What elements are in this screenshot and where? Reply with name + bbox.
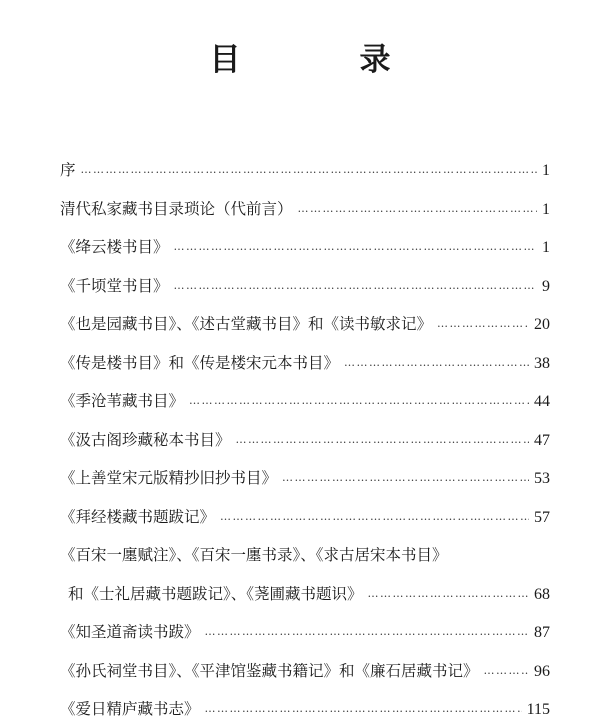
toc-entry-label: 《千顷堂书目》 xyxy=(60,276,169,295)
dot-leader xyxy=(174,273,537,299)
toc-entry-label: 《传是楼书目》和《传是楼宋元本书目》 xyxy=(60,353,340,372)
dot-leader xyxy=(174,234,537,260)
dot-leader xyxy=(344,350,529,376)
toc-entry-page: 9 xyxy=(542,277,550,295)
toc-entry-page: 115 xyxy=(526,701,550,718)
dot-leader xyxy=(298,196,537,222)
toc-entry-page: 96 xyxy=(534,662,550,680)
toc-entry-page: 1 xyxy=(542,162,550,179)
dot-leader xyxy=(368,581,529,607)
dot-leader xyxy=(205,696,522,722)
toc-entry-label: 《孙氏祠堂书目》、《平津馆鉴藏书籍记》和《廉石居藏书记》 xyxy=(60,661,479,680)
toc-entry-label: 《季沧苇藏书目》 xyxy=(60,392,185,410)
toc-entry-label: 序 xyxy=(60,161,76,179)
toc-entry-label: 《绛云楼书目》 xyxy=(60,238,169,256)
toc-entry xyxy=(60,234,550,260)
toc-entry-label: 清代私家藏书目录琐论（代前言） xyxy=(60,199,293,218)
dot-leader xyxy=(437,311,529,337)
toc-entry xyxy=(60,658,550,684)
toc-entry-page: 47 xyxy=(534,431,550,449)
toc-entry xyxy=(60,542,550,568)
toc-entry-label: 《知圣道斋读书跋》 xyxy=(60,623,200,641)
page-title: 目 录 xyxy=(209,42,435,78)
toc-entry-label: 《爱日精庐藏书志》 xyxy=(60,700,200,718)
toc-entry xyxy=(60,619,550,645)
toc-entry-label: 《百宋一廛赋注》、《百宋一廛书录》、《求古居宋本书目》 xyxy=(60,546,448,564)
dot-leader xyxy=(81,157,537,183)
toc-entry-label: 和《士礼居藏书题跋记》、《荛圃藏书题识》 xyxy=(68,584,363,603)
toc-entry-label: 《拜经楼藏书题跋记》 xyxy=(60,507,216,526)
toc-entry xyxy=(60,696,550,722)
dot-leader xyxy=(189,388,529,414)
toc-entry xyxy=(60,157,550,183)
toc-entry-page: 44 xyxy=(534,393,550,410)
toc-entry xyxy=(60,311,550,337)
toc-entry xyxy=(60,273,550,299)
toc-entry xyxy=(60,427,550,453)
toc-entry-page: 57 xyxy=(534,508,550,526)
toc-entry xyxy=(60,465,550,491)
toc-entry-page: 38 xyxy=(534,354,550,372)
toc-entry-page: 68 xyxy=(534,585,550,603)
toc-entry-page: 20 xyxy=(534,316,550,333)
dot-leader xyxy=(205,619,529,645)
toc-entry-continuation xyxy=(68,581,550,607)
toc-entry-label: 《上善堂宋元版精抄旧抄书目》 xyxy=(60,469,278,487)
dot-leader xyxy=(484,658,529,684)
toc-entry xyxy=(60,350,550,376)
dot-leader xyxy=(236,427,529,453)
toc-entry-label: 《汲古阁珍藏秘本书目》 xyxy=(60,430,231,449)
toc-entry xyxy=(60,196,550,222)
toc-entry-page: 1 xyxy=(542,239,550,256)
toc-entry xyxy=(60,388,550,414)
toc-entry xyxy=(60,504,550,530)
toc-entry-label: 《也是园藏书目》、《述古堂藏书目》和《读书敏求记》 xyxy=(60,315,433,333)
dot-leader xyxy=(220,504,529,530)
dot-leader xyxy=(282,465,529,491)
toc-entry-page: 53 xyxy=(534,470,550,487)
toc-entry-page: 87 xyxy=(534,624,550,641)
toc-entry-page: 1 xyxy=(542,200,550,218)
